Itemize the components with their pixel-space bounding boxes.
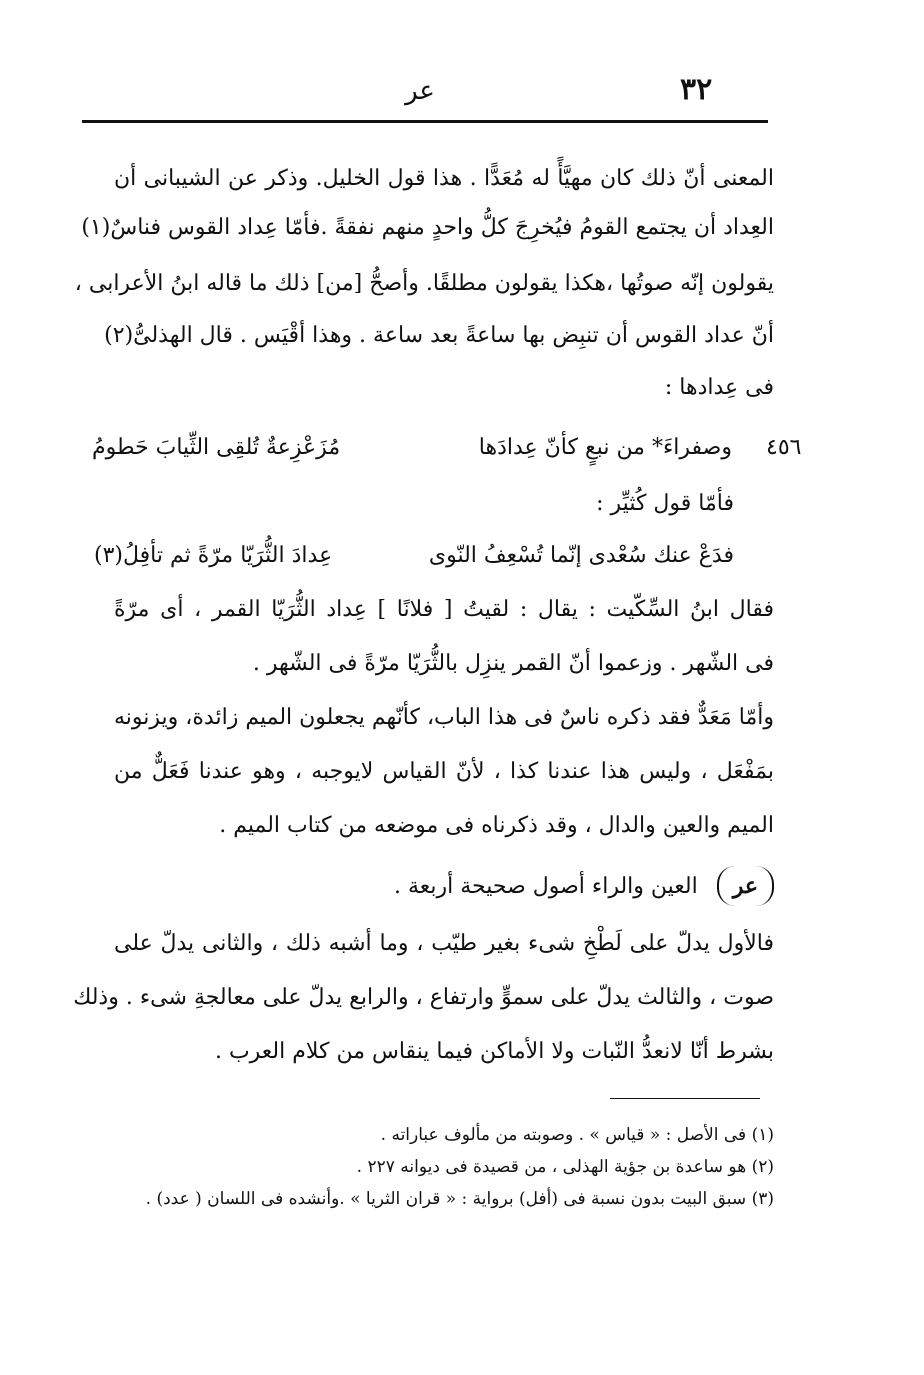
footnote: (٢) هو ساعدة بن جؤية الهذلى ، من قصيدة فى ديوانه ٢٢٧ . bbox=[356, 1157, 774, 1177]
verse-hemistich-second: مُزَعْزِعةٌ تُلقِى الثِّيابَ حَطومُ bbox=[92, 435, 341, 460]
verse-hemistich-first: فدَعْ عنك سُعْدى إنّما تُسْعِفُ النّوى bbox=[428, 543, 734, 568]
verse-hemistich-second: عِدادَ الثُّرَيّا مرّةً ثم تأفِلُ(٣) bbox=[94, 543, 333, 568]
root-box: عر bbox=[717, 866, 774, 906]
footnote: (٣) سبق البيت بدون نسبة فى (أفل) برواية : « قران الثريا » .وأنشده فى اللسان ( عدد) . bbox=[145, 1189, 774, 1209]
body-line: فأمّا قول كُثيِّر : bbox=[596, 491, 734, 516]
body-line: العِداد أن يجتمع القومُ فيُخرِجَ كلُّ واحدٍ منهم نفقةً .فأمّا عِداد القوس فناسٌ(١) bbox=[81, 215, 774, 240]
body-line: المعنى أنّ ذلك كان مهيَّأً له مُعَدًّا . هذا قول الخليل. وذكر عن الشيبانى أن bbox=[114, 166, 774, 191]
verse-hemistich-first: وصفراءَ* من نبعٍ كأنّ عِدادَها bbox=[478, 435, 732, 460]
body-line: أنّ عداد القوس أن تنبِض بها ساعةً بعد ساعة . وهذا أقْيَس . قال الهذلىُّ(٢) bbox=[104, 323, 774, 348]
running-title: عر bbox=[405, 76, 435, 106]
body-line: بشرط أنّا لانعدُّ النّبات ولا الأماكن فيما ينقاس من كلام العرب . bbox=[214, 1039, 774, 1064]
body-line: بمَفْعَل ، وليس هذا عندنا كذا ، لأنّ القياس لايوجبه ، وهو عندنا فَعَلٌّ من bbox=[114, 759, 774, 784]
footnote: (١) فى الأصل : « قياس » . وصوبته من مألوف عباراته . bbox=[380, 1125, 774, 1145]
verse-line bbox=[94, 536, 734, 576]
body-line: فالأول يدلّ على لَطْخِ شىء بغير طيّب ، وما أشبه ذلك ، والثانى يدلّ على bbox=[114, 931, 774, 956]
body-line: فى عِدادها : bbox=[664, 375, 774, 400]
body-line: وأمّا مَعَدٌّ فقد ذكره ناسٌ فى هذا الباب، كأنّهم يجعلون الميم زائدة، ويزنونه bbox=[114, 705, 774, 730]
body-line: فى الشّهر . وزعموا أنّ القمر ينزِل بالثُّرَيّا مرّةً فى الشّهر . bbox=[252, 651, 774, 676]
body-line: صوت ، والثالث يدلّ على سموٍّ وارتفاع ، والرابع يدلّ على معالجةِ شىء . وذلك bbox=[73, 985, 774, 1010]
body-line: الميم والعين والدال ، وقد ذكرناه فى موضعه من كتاب الميم . bbox=[219, 813, 774, 838]
body-line: فقال ابنُ السِّكّيت : يقال : لقيتُ [ فلانًا ] عِداد الثُّرَيّا القمر ، أى مرّةً bbox=[114, 597, 774, 622]
header-rule bbox=[82, 120, 768, 123]
verse-line bbox=[92, 428, 732, 468]
entry-heading-text: العين والراء أصول صحيحة أربعة . bbox=[393, 874, 698, 899]
footnote-rule bbox=[610, 1098, 760, 1099]
page-number: ٣٢ bbox=[680, 72, 713, 107]
body-line: يقولون إنّه صوتُها ،هكذا يقولون مطلقًا. وأصحُّ [من] ذلك ما قاله ابنُ الأعرابى ، bbox=[74, 271, 774, 296]
entry-heading bbox=[154, 866, 774, 907]
verse-number: ٤٥٦ bbox=[766, 435, 802, 460]
